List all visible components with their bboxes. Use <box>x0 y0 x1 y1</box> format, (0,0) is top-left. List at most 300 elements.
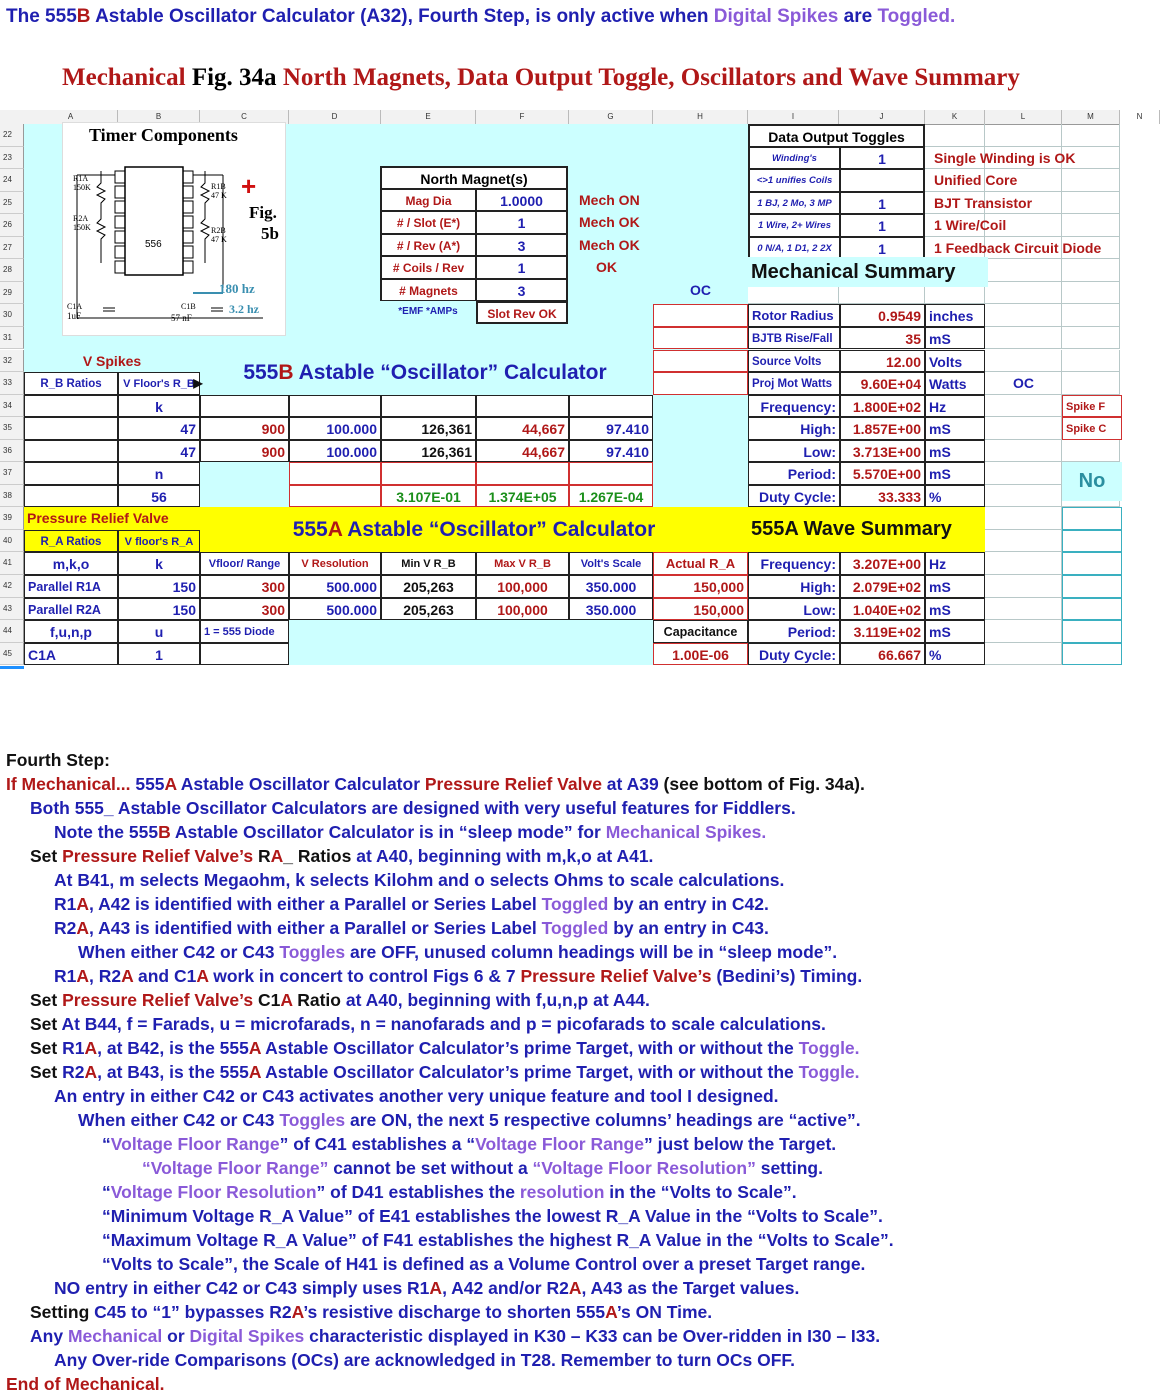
note-seg-0: If Mechanical... <box>6 774 131 794</box>
row-header-23[interactable]: 23 <box>0 147 24 170</box>
row-header-25[interactable]: 25 <box>0 192 24 215</box>
north-magnet-title: North Magnet(s) <box>380 166 568 189</box>
grid-cell[interactable] <box>985 124 1062 147</box>
note-seg-2: Astable Oscillator Calculator is in “sleep mode” for <box>170 822 606 842</box>
fig-num: 5b <box>261 224 279 243</box>
row-header-34[interactable]: 34 <box>0 395 24 418</box>
toggle-desc: Unified Core <box>934 172 1018 189</box>
note-seg-3: Astable Oscillator Calculator <box>176 774 425 794</box>
row-header-28[interactable]: 28 <box>0 259 24 282</box>
column-header-E[interactable]: E <box>381 110 476 124</box>
note-seg-4: and C1 <box>133 966 197 986</box>
note-seg-5: ’s ON Time. <box>616 1302 713 1322</box>
toggle-desc: 1 Wire/Coil <box>934 217 1007 234</box>
a44-fup[interactable]: f,u,n,p <box>24 620 118 643</box>
b-wave-unit: mS <box>925 462 985 485</box>
note-seg-0: End of Mechanical. <box>6 1374 165 1394</box>
note-seg-4: by an entry in C43. <box>608 918 769 938</box>
b37-cell[interactable] <box>476 462 569 485</box>
note-seg-3: resolution <box>519 1182 605 1202</box>
grid-cell[interactable] <box>985 620 1062 643</box>
b-wave-value: 1.857E+00 <box>840 417 925 440</box>
grid-cell[interactable] <box>985 643 1062 666</box>
mech-summary-label: BJTB Rise/Fall <box>748 327 840 350</box>
column-header-C[interactable]: C <box>200 110 289 124</box>
grid-cell[interactable] <box>985 575 1062 598</box>
freq2-label: 3.2 hz <box>229 302 259 316</box>
a-calc-cell[interactable]: 150,000 <box>653 575 748 598</box>
note-seg-0: Setting <box>30 1302 95 1322</box>
c45-cell[interactable] <box>200 643 289 666</box>
note-seg-1: cannot be set without a <box>328 1158 533 1178</box>
b-wave-unit: mS <box>925 440 985 463</box>
grid-cell[interactable] <box>985 417 1062 440</box>
a-spike-cell[interactable] <box>24 395 118 418</box>
note-line <box>54 868 784 892</box>
row-header-26[interactable]: 26 <box>0 214 24 237</box>
note-seg-2: ” of D41 establishes the <box>316 1182 520 1202</box>
mech-summary-value: 0.9549 <box>840 304 925 327</box>
note-seg-4: A <box>248 1062 261 1082</box>
spike-f-label: Spike F <box>1062 395 1122 418</box>
nm-status: Mech ON <box>579 191 640 208</box>
toggles-title: Data Output Toggles <box>748 124 925 147</box>
grid-cell[interactable] <box>985 598 1062 621</box>
note-seg-0: R2 <box>54 918 77 938</box>
column-header-B[interactable]: B <box>118 110 200 124</box>
column-header-L[interactable]: L <box>985 110 1062 124</box>
b34-cell[interactable] <box>569 395 653 418</box>
note-seg-0: When either C42 or C43 <box>78 942 280 962</box>
note-seg-4: A <box>605 1302 617 1322</box>
note-seg-7: Pressure Relief Valve’s <box>520 966 712 986</box>
grid-cell[interactable] <box>1062 124 1120 147</box>
nm-label: Mag Dia <box>380 189 476 212</box>
note-seg-3: Toggled <box>541 894 609 914</box>
nm-value[interactable]: 1.0000 <box>476 189 568 212</box>
grid-cell[interactable] <box>1062 259 1120 282</box>
a-calc-cell[interactable]: 300 <box>200 575 289 598</box>
row-header-29[interactable]: 29 <box>0 282 24 305</box>
note-seg-0: At B41, m selects Megaohm, k selects Kilohm and o selects Ohms to scale calculations. <box>54 870 785 890</box>
row-header-27[interactable]: 27 <box>0 237 24 260</box>
spike-c-label: Spike C <box>1062 417 1122 440</box>
note-seg-1: R1 <box>62 1038 85 1058</box>
column-header-A[interactable]: A <box>24 110 118 124</box>
note-seg-0: Any Over-ride Comparisons (OCs) are acknowledged in T28. Remember to turn OCs OFF. <box>54 1350 795 1370</box>
note-seg-0: “Minimum Voltage R_A Value” of E41 establishes the lowest R_A Value in the “Volts to Scale”. <box>102 1206 883 1226</box>
calc-cell[interactable]: 44,667 <box>476 417 569 440</box>
note-seg-5: at A40, beginning with m,k,o at A41. <box>351 846 654 866</box>
fig-label: Fig. <box>249 203 277 222</box>
note-seg-4: _ Ratios <box>283 846 352 866</box>
override-cell[interactable] <box>653 304 748 327</box>
note-seg-0: Set <box>30 990 63 1010</box>
calc-cell[interactable]: 97.410 <box>569 440 653 463</box>
b-title-post: Astable “Oscillator” Calculator <box>293 360 607 384</box>
grid-cell[interactable] <box>1062 372 1120 395</box>
555a-wave-summary-title: 555A Wave Summary <box>748 507 985 552</box>
a41-mko[interactable]: m,k,o <box>24 552 118 575</box>
nm-foot-right: Slot Rev OK <box>476 301 568 324</box>
grid-cell[interactable] <box>985 304 1062 327</box>
row-header-30[interactable]: 30 <box>0 304 24 327</box>
note-seg-2: A <box>84 1038 98 1058</box>
cyan-i-region <box>653 395 748 508</box>
svg-text:47 K: 47 K <box>211 235 227 244</box>
plus-icon: + <box>241 171 257 201</box>
a-spike-cell[interactable] <box>24 440 118 463</box>
a-wave-unit: mS <box>925 575 985 598</box>
toggle-value[interactable] <box>840 169 925 192</box>
calc-cell[interactable]: 44,667 <box>476 440 569 463</box>
row-header-22[interactable]: 22 <box>0 124 24 147</box>
grid-cell[interactable] <box>985 395 1062 418</box>
toggle-desc: 1 Feedback Circuit Diode <box>934 239 1102 256</box>
a-wave-label: Duty Cycle: <box>748 643 840 666</box>
grid-cell[interactable] <box>985 350 1062 373</box>
grid-cell[interactable] <box>925 124 985 147</box>
note-seg-0: Any <box>30 1326 68 1346</box>
row-header-33[interactable]: 33 <box>0 372 24 395</box>
calc-cell[interactable]: 126,361 <box>381 440 476 463</box>
note-seg-2: or <box>162 1326 190 1346</box>
row-header-40[interactable]: 40 <box>0 530 24 553</box>
note-seg-4: characteristic displayed in K30 – K33 can be Over-ridden in I30 – I33. <box>304 1326 881 1346</box>
a41-header: V Resolution <box>289 552 381 575</box>
note-seg-4: by an entry in C42. <box>608 894 769 914</box>
calc-cell[interactable]: 900 <box>200 440 289 463</box>
v-floor-rb-header: V Floor's R_B <box>118 372 200 395</box>
right-box <box>1062 552 1122 575</box>
c44-diode-label[interactable]: 1 = 555 Diode <box>200 620 289 643</box>
row-header-32[interactable]: 32 <box>0 350 24 373</box>
note-line <box>102 1132 836 1156</box>
row-header-44[interactable]: 44 <box>0 620 24 643</box>
note-seg-5: A <box>196 966 209 986</box>
555b-calculator-title <box>200 352 650 393</box>
nm-value[interactable]: 1 <box>476 256 568 279</box>
chip-label: 556 <box>145 239 162 250</box>
note-line <box>6 772 865 796</box>
a-calc-cell[interactable]: 350.000 <box>569 598 653 621</box>
note-seg-0: R1 <box>54 894 77 914</box>
a-wave-value: 3.119E+02 <box>840 620 925 643</box>
note-seg-1: A <box>429 1278 443 1298</box>
grid-cell[interactable] <box>1062 304 1120 327</box>
a-calc-cell[interactable]: 150,000 <box>653 598 748 621</box>
grid-cell[interactable] <box>1062 327 1120 350</box>
a-calc-cell[interactable]: 500.000 <box>289 598 381 621</box>
row-header-31[interactable]: 31 <box>0 327 24 350</box>
c1b-label: C1B <box>181 302 196 311</box>
row-header-39[interactable]: 39 <box>0 507 24 530</box>
note-line <box>30 1324 880 1348</box>
note-line <box>30 988 650 1012</box>
override-cell[interactable] <box>653 350 748 373</box>
header-seg-4: are <box>838 6 878 27</box>
b36-value[interactable]: 47 <box>118 440 200 463</box>
a-wave-unit: mS <box>925 620 985 643</box>
row-header-35[interactable]: 35 <box>0 417 24 440</box>
override-cell[interactable] <box>653 372 748 395</box>
r1b-label: R1B <box>211 182 226 191</box>
override-cell[interactable] <box>653 327 748 350</box>
a-spike-cell[interactable] <box>24 485 118 508</box>
note-seg-2: A <box>84 1062 98 1082</box>
note-line <box>54 1348 795 1372</box>
b-wave-value: 1.800E+02 <box>840 395 925 418</box>
v-spikes-title: V Spikes <box>24 350 200 373</box>
a41-header: Volt's Scale <box>569 552 653 575</box>
toggle-label: 0 N/A, 1 D1, 2 2X <box>748 237 840 260</box>
b34-cell[interactable] <box>200 395 289 418</box>
note-line <box>54 892 769 916</box>
header-seg-5: Toggled. <box>877 6 956 27</box>
r2b-label: R2B <box>211 226 226 235</box>
svg-text:57 nF: 57 nF <box>171 313 192 323</box>
b-wave-label: Period: <box>748 462 840 485</box>
a-title-letter: A <box>327 518 343 542</box>
a-spike-cell[interactable] <box>24 417 118 440</box>
b44-u[interactable]: u <box>118 620 200 643</box>
calc-cell[interactable]: 900 <box>200 417 289 440</box>
a41-header: Actual R_A <box>653 552 748 575</box>
grid-cell[interactable] <box>985 485 1062 508</box>
note-seg-0: “Maximum Voltage R_A Value” of F41 establishes the highest R_A Value in the “Volts to Scale”. <box>102 1230 894 1250</box>
note-line <box>30 844 653 868</box>
note-seg-0: NO entry in either C42 or C43 simply uses R1 <box>54 1278 430 1298</box>
b37-cell[interactable] <box>381 462 476 485</box>
note-seg-1: C45 to “1” bypasses R2 <box>94 1302 292 1322</box>
row-header-37[interactable]: 37 <box>0 462 24 485</box>
grid-cell[interactable] <box>985 507 1062 530</box>
header-seg-0: The 555 <box>6 6 77 27</box>
a-spike-cell[interactable] <box>24 462 118 485</box>
cyan-a-bottom <box>289 620 653 665</box>
toggle-desc: Single Winding is OK <box>934 149 1076 166</box>
b45-value[interactable]: 1 <box>118 643 200 666</box>
note-seg-1: A <box>76 918 90 938</box>
mech-summary-unit: inches <box>925 304 985 327</box>
note-line <box>6 748 110 772</box>
a-calc-cell[interactable]: 100,000 <box>476 575 569 598</box>
note-seg-1: Voltage Floor Resolution <box>110 1182 317 1202</box>
right-box <box>1062 598 1122 621</box>
b34-k[interactable]: k <box>118 395 200 418</box>
row-header-43[interactable]: 43 <box>0 598 24 621</box>
nm-value[interactable]: 1 <box>476 211 568 234</box>
toggle-value[interactable]: 1 <box>840 237 925 260</box>
note-seg-0: Set <box>30 846 63 866</box>
a-calc-cell[interactable]: 500.000 <box>289 575 381 598</box>
header-seg-2: Astable Oscillator Calculator (A32), Fourth Step, is only active when <box>90 6 714 27</box>
note-seg-2: A <box>291 1302 304 1322</box>
note-seg-1: At B44, f = Farads, u = microfarads, n = nanofarads and p = picofarads to scale calculations. <box>61 1014 826 1034</box>
a-wave-label: Period: <box>748 620 840 643</box>
row-header-41[interactable]: 41 <box>0 552 24 575</box>
note-seg-6: Toggle. <box>798 1062 860 1082</box>
column-header-F[interactable]: F <box>476 110 569 124</box>
column-header-I[interactable]: I <box>748 110 839 124</box>
b34-cell[interactable] <box>381 395 476 418</box>
row-header-45[interactable]: 45 <box>0 643 24 666</box>
note-seg-1: 555 <box>130 774 165 794</box>
a-wave-unit: mS <box>925 598 985 621</box>
note-seg-2: , A43 is identified with either a Parallel or Series Label <box>89 918 542 938</box>
note-line <box>30 1300 712 1324</box>
parallel-value[interactable]: 150 <box>118 598 200 621</box>
cyan-c37 <box>200 462 289 507</box>
b-wave-label: Frequency: <box>748 395 840 418</box>
column-header-M[interactable]: M <box>1062 110 1120 124</box>
row-header-38[interactable]: 38 <box>0 485 24 508</box>
parallel-value[interactable]: 150 <box>118 575 200 598</box>
toggle-desc: BJT Transistor <box>934 194 1033 211</box>
toggle-label: 1 BJ, 2 Mo, 3 MP <box>748 192 840 215</box>
b37-cell[interactable] <box>569 462 653 485</box>
grid-cell[interactable] <box>1062 440 1120 463</box>
note-line <box>30 1012 826 1036</box>
grid-cell[interactable] <box>985 530 1062 553</box>
right-box <box>1062 507 1122 530</box>
b41-k[interactable]: k <box>118 552 200 575</box>
header-seg-3: Digital Spikes <box>713 6 839 27</box>
a-title-pre: 555 <box>292 518 328 542</box>
column-header-G[interactable]: G <box>569 110 653 124</box>
nm-value[interactable]: 3 <box>476 279 568 302</box>
note-seg-2: are ON, the next 5 respective columns’ headings are “active”. <box>345 1110 861 1130</box>
note-seg-0: “ <box>102 1134 111 1154</box>
b34-cell[interactable] <box>289 395 381 418</box>
a-calc-cell[interactable]: 300 <box>200 598 289 621</box>
calc-cell[interactable]: 97.410 <box>569 417 653 440</box>
row-header-42[interactable]: 42 <box>0 575 24 598</box>
nm-value[interactable]: 3 <box>476 234 568 257</box>
grid-cell[interactable] <box>1062 282 1120 305</box>
note-seg-3: , at B42, is the 555 <box>97 1038 249 1058</box>
grid-cell[interactable] <box>985 259 1062 282</box>
parallel-label: Parallel R1A <box>24 575 118 598</box>
mech-summary-value: 12.00 <box>840 350 925 373</box>
note-seg-0: Set <box>30 1014 62 1034</box>
timer-schematic <box>63 123 285 335</box>
grid-cell[interactable] <box>985 282 1062 305</box>
column-header-J[interactable]: J <box>839 110 925 124</box>
mech-summary-value: 9.60E+04 <box>840 372 925 395</box>
b34-cell[interactable] <box>476 395 569 418</box>
note-seg-1: Toggles <box>279 1110 346 1130</box>
note-line <box>30 1060 860 1084</box>
column-header-H[interactable]: H <box>653 110 748 124</box>
b-wave-value: 5.570E+00 <box>840 462 925 485</box>
calc-cell[interactable]: 126,361 <box>381 417 476 440</box>
pressure-relief-title: Pressure Relief Valve <box>24 507 200 530</box>
note-seg-1: A <box>76 894 90 914</box>
b-wave-label: Low: <box>748 440 840 463</box>
calc-cell[interactable]: 100.000 <box>289 440 381 463</box>
note-seg-3: A <box>121 966 134 986</box>
calc-cell[interactable]: 100.000 <box>289 417 381 440</box>
grid-cell[interactable] <box>985 327 1062 350</box>
note-line <box>78 1108 861 1132</box>
arrow-icon: ▶ <box>193 376 203 391</box>
a-calc-cell[interactable]: 100,000 <box>476 598 569 621</box>
nm-status: Mech OK <box>579 236 640 253</box>
grid-cell[interactable] <box>985 552 1062 575</box>
a-title-post: Astable “Oscillator” Calculator <box>342 518 656 542</box>
right-box <box>1062 575 1122 598</box>
row-header-36[interactable]: 36 <box>0 440 24 463</box>
row-header-24[interactable]: 24 <box>0 169 24 192</box>
note-seg-5: Astable Oscillator Calculator’s prime Target, with or without the <box>260 1038 799 1058</box>
note-seg-0: Both 555_ Astable Oscillator Calculators are designed with very useful features for Fiddlers. <box>30 798 796 818</box>
ra-ratios-header: R_A Ratios <box>24 530 118 553</box>
note-seg-2: “Voltage Floor Resolution” <box>532 1158 756 1178</box>
note-line <box>102 1252 865 1276</box>
note-line <box>78 940 837 964</box>
svg-text:1uF: 1uF <box>67 311 82 321</box>
note-seg-4: ” just below the Target. <box>643 1134 837 1154</box>
note-seg-0: “Volts to Scale”, the Scale of H41 is defined as a Volume Control over a preset Target range. <box>102 1254 866 1274</box>
header-line <box>6 6 955 28</box>
555a-calculator-title <box>200 507 748 552</box>
capacitance-label: Capacitance <box>653 620 748 643</box>
column-header-D[interactable]: D <box>289 110 381 124</box>
toggle-value[interactable]: 1 <box>840 192 925 215</box>
b-title-letter: B <box>278 360 294 384</box>
a-calc-cell[interactable]: 350.000 <box>569 575 653 598</box>
note-seg-4: , A43 as the Target values. <box>581 1278 800 1298</box>
grid-cell[interactable] <box>1062 350 1120 373</box>
column-header-K[interactable]: K <box>925 110 985 124</box>
b37-n[interactable]: n <box>118 462 200 485</box>
note-seg-2: A <box>164 774 177 794</box>
b-title-pre: 555 <box>243 360 279 384</box>
note-seg-0: Note the 555 <box>54 822 159 842</box>
note-line <box>102 1228 894 1252</box>
note-seg-3: ’s resistive discharge to shorten 555 <box>303 1302 606 1322</box>
nm-status <box>576 279 656 302</box>
grid-cell[interactable] <box>985 462 1062 485</box>
a-calc-cell[interactable]: 205,263 <box>381 575 476 598</box>
note-seg-6: work in concert to control Figs 6 & 7 <box>208 966 521 986</box>
note-seg-4: A <box>248 1038 261 1058</box>
b-wave-unit: mS <box>925 417 985 440</box>
note-seg-1: B <box>158 822 171 842</box>
a-wave-label: Frequency: <box>748 552 840 575</box>
header-seg-1: B <box>76 6 91 27</box>
note-line <box>102 1180 797 1204</box>
grid-cell[interactable] <box>985 440 1062 463</box>
b37-cell[interactable] <box>289 462 381 485</box>
toggle-value[interactable]: 1 <box>840 214 925 237</box>
note-line <box>102 1204 883 1228</box>
mechanical-summary-title: Mechanical Summary <box>748 257 988 287</box>
note-seg-4: in the “Volts to Scale”. <box>604 1182 797 1202</box>
note-seg-1: Pressure Relief Valve’s <box>62 846 258 866</box>
note-line <box>6 1372 165 1396</box>
a-calc-cell[interactable]: 205,263 <box>381 598 476 621</box>
column-header-N[interactable]: N <box>1120 110 1160 124</box>
b38-value[interactable]: 56 <box>118 485 200 508</box>
note-seg-5: at A39 <box>601 774 664 794</box>
b35-value[interactable]: 47 <box>118 417 200 440</box>
b-wave-value: 3.713E+00 <box>840 440 925 463</box>
b38-result: 1.374E+05 <box>476 485 569 508</box>
toggle-value[interactable]: 1 <box>840 147 925 170</box>
note-seg-3: A <box>270 846 284 866</box>
